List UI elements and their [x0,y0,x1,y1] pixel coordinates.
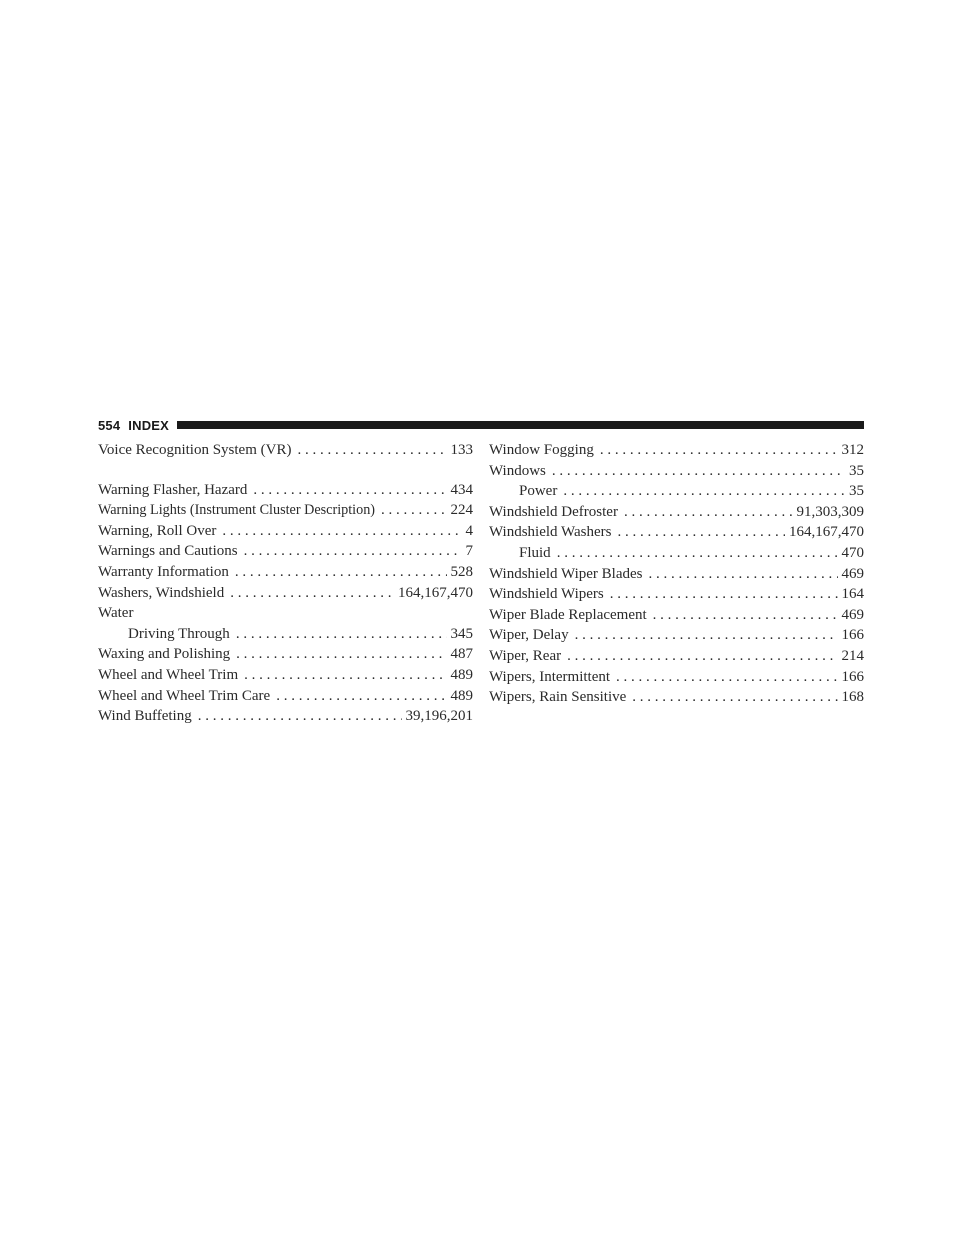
index-entry [489,667,864,688]
index-page-ref: 133 [450,442,473,458]
index-page-ref: 489 [450,687,473,704]
index-entry [98,706,473,727]
index-subentry [489,481,864,502]
index-entry [98,686,473,707]
index-page-ref: 469 [841,565,864,582]
index-term: Windshield Wipers [489,586,604,603]
dot-leader [236,624,447,645]
dot-leader [253,480,446,501]
index-term: Wiper, Delay [489,627,569,644]
index-entry [98,500,473,521]
index-page-ref: 469 [841,606,864,623]
dot-leader [381,500,446,521]
index-term: Wind Buffeting [98,708,192,725]
dot-leader [235,562,447,583]
index-page-ref: 214 [841,647,864,664]
dot-leader [244,665,446,686]
dot-leader [236,644,446,665]
dot-leader [600,440,838,461]
dot-leader [198,706,402,727]
index-entry [489,687,864,708]
dot-leader [276,686,446,707]
index-subentry [489,543,864,564]
index-heading-term: Water [98,605,134,622]
index-term: Window Fogging [489,442,594,458]
index-term: Warnings and Cautions [98,543,238,560]
index-page-ref: 312 [841,442,864,458]
index-term: Fluid [519,544,551,561]
index-page-ref: 168 [841,689,864,706]
index-page-ref: 489 [450,666,473,683]
dot-leader [230,583,394,604]
index-page-ref: 164,167,470 [398,584,473,601]
index-page-ref: 487 [450,646,473,663]
dot-leader [624,502,793,523]
index-page-ref: 164,167,470 [789,524,864,541]
index-term: Warning, Roll Over [98,522,217,539]
index-column-right [489,440,864,708]
dot-leader [244,541,462,562]
index-term: Driving Through [128,625,230,642]
index-entry [98,541,473,562]
index-page-ref: 35 [849,483,864,500]
index-entry [98,562,473,583]
dot-leader [222,521,461,542]
index-page-ref: 35 [849,462,864,479]
index-term: Voice Recognition System (VR) [98,442,292,458]
index-page-ref: 39,196,201 [405,708,473,725]
index-page-ref: 166 [841,668,864,685]
index-entry [489,440,864,461]
index-term: Wiper, Rear [489,647,562,664]
index-term: Wheel and Wheel Trim Care [98,687,271,704]
index-page-ref: 166 [841,627,864,644]
page-number: 554 [98,417,121,433]
index-entry [98,480,473,501]
index-term: Warning Lights (Instrument Cluster Description) [98,502,376,519]
index-entry [489,584,864,605]
index-term: Warranty Information [98,563,229,580]
index-entry [489,522,864,543]
index-entry [489,625,864,646]
dot-leader [552,461,845,482]
index-term: Windows [489,462,546,479]
dot-leader [557,543,838,564]
dot-leader [653,605,838,626]
index-term: Wipers, Rain Sensitive [489,689,627,706]
index-term: Wheel and Wheel Trim [98,666,239,683]
dot-leader [632,687,837,708]
dot-leader [617,522,785,543]
index-entry [489,461,864,482]
index-entry [98,440,473,461]
dot-leader [297,440,446,461]
index-entry [489,605,864,626]
index-page-ref: 4 [465,522,473,539]
index-term: Washers, Windshield [98,584,225,601]
index-term: Power [519,483,558,500]
index-page-ref: 164 [841,586,864,603]
index-page-ref: 7 [465,543,473,560]
page-header [98,414,864,436]
index-term: Windshield Wiper Blades [489,565,643,582]
index-column-left [98,440,473,727]
index-subentry [98,624,473,645]
index-page-ref: 434 [450,481,473,498]
index-term: Waxing and Polishing [98,646,231,663]
index-entry [98,583,473,604]
index-page-ref: 470 [841,544,864,561]
index-entry [98,644,473,665]
index-entry [489,502,864,523]
index-page-ref: 224 [450,502,473,519]
index-entry [98,521,473,542]
dot-leader [575,625,838,646]
index-entry [489,564,864,585]
group-spacer [98,461,473,480]
section-title: INDEX [128,417,170,433]
header-rule [177,421,864,429]
index-term: Warning Flasher, Hazard [98,481,248,498]
dot-leader [649,564,838,585]
index-entry [98,665,473,686]
dot-leader [616,667,837,688]
index-term: Wipers, Intermittent [489,668,611,685]
index-term: Windshield Washers [489,524,612,541]
index-term: Wiper Blade Replacement [489,606,647,623]
index-page-ref: 345 [450,625,473,642]
dot-leader [563,481,845,502]
index-page-ref: 528 [450,563,473,580]
dot-leader [610,584,838,605]
dot-leader [567,646,837,667]
index-page-ref: 91,303,309 [796,503,864,520]
index-entry [489,646,864,667]
index-term: Windshield Defroster [489,503,618,520]
